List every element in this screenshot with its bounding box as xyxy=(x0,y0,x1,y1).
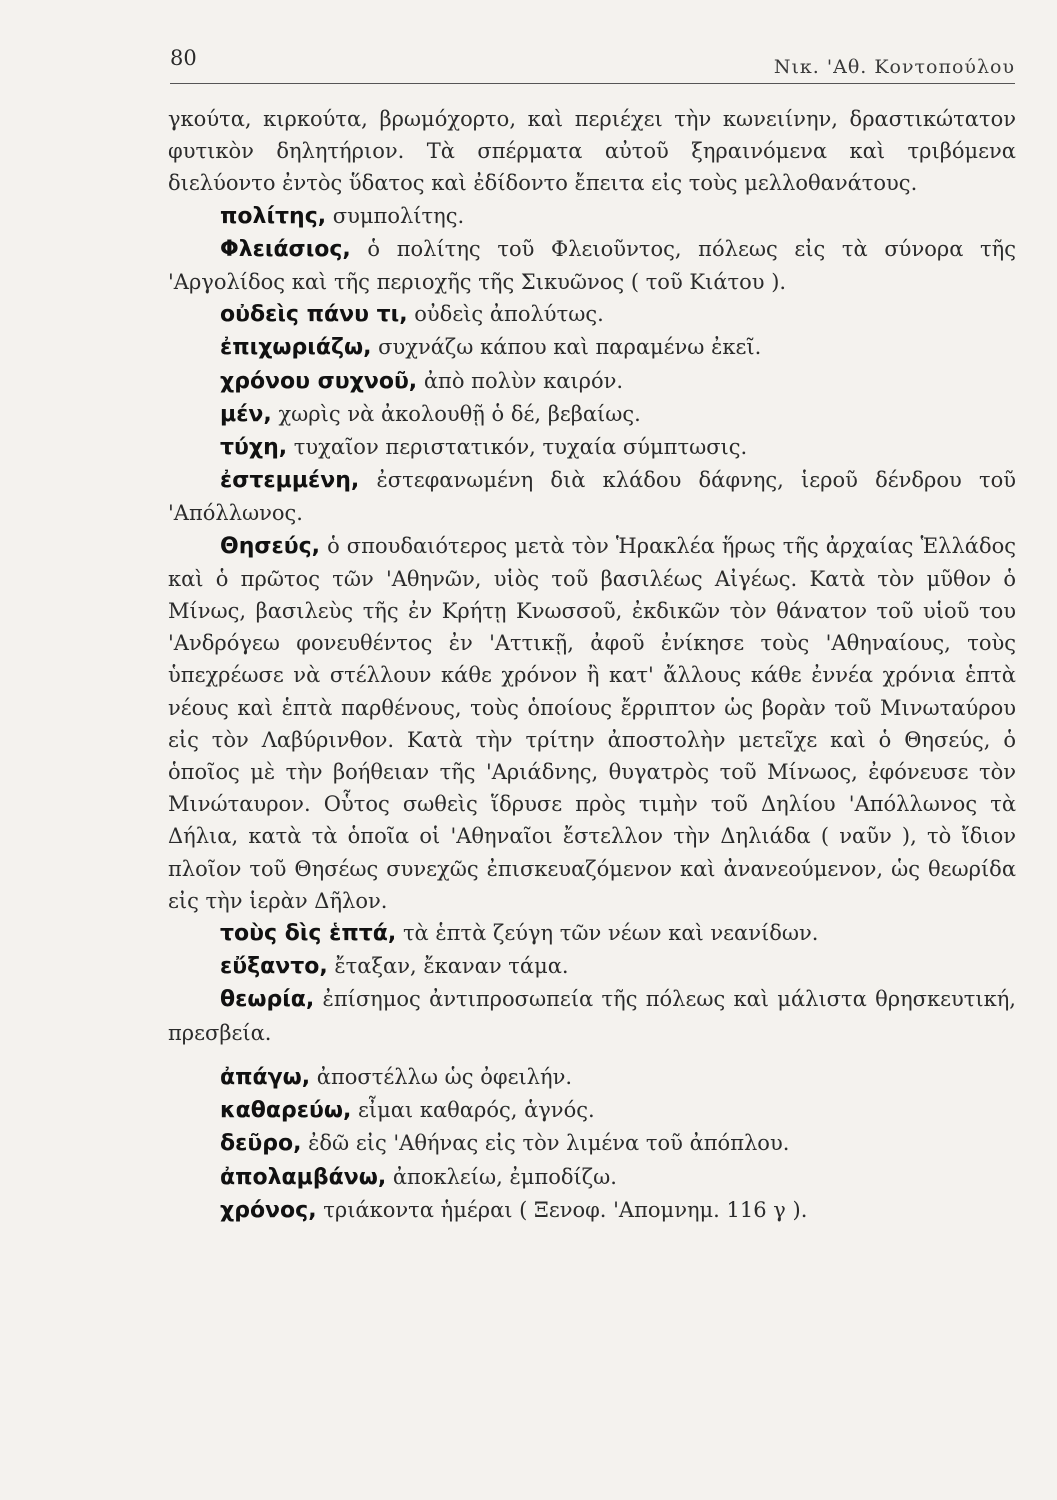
entry-term: θεωρία, xyxy=(220,987,315,1013)
entry-definition: ἐδῶ εἰς 'Αθήνας εἰς τὸν λιμένα τοῦ ἀπόπλου. xyxy=(301,1131,790,1156)
glossary-entry xyxy=(168,1094,1016,1127)
entry-definition: ἀποκλείω, ἐμποδίζω. xyxy=(386,1164,617,1189)
entry-definition: εἶμαι καθαρός, ἁγνός. xyxy=(351,1098,595,1123)
entry-term: μέν, xyxy=(220,401,272,427)
entry-definition: ἔταξαν, ἔκαναν τάμα. xyxy=(327,954,569,979)
continuation-paragraph: γκούτα, κιρκούτα, βρωμόχορτο, καὶ περιέχει τὴν κωνειίνην, δραστικώτατον φυτικὸν δηλητήριον. Τὰ σπέρματα αὐτοῦ ξηραινόμενα καὶ τριβόμενα διελύοντο ἐντὸς ὕδατος καὶ ἐδίδοντο ἔπειτα εἰς τοὺς μελλοθανάτους. xyxy=(168,107,1016,196)
header-rule xyxy=(170,83,1015,84)
glossary-entry xyxy=(168,298,1016,331)
glossary-entry xyxy=(168,983,1016,1048)
entry-definition: συχνάζω κάπου καὶ παραμένω ἐκεῖ. xyxy=(371,335,762,360)
entry-definition: ἀποστέλλω ὡς ὀφειλήν. xyxy=(310,1064,573,1089)
entry-definition: ἐστεφανωμένη διὰ κλάδου δάφνης, ἱεροῦ δένδρου τοῦ 'Απόλλωνος. xyxy=(168,468,1016,526)
entry-definition: τυχαῖον περιστατικόν, τυχαία σύμπτωσις. xyxy=(287,435,748,460)
running-head: Νικ. 'Αθ. Κοντοπούλου xyxy=(773,56,1015,78)
page-number: 80 xyxy=(170,46,197,70)
glossary-entry xyxy=(168,917,1016,950)
entry-term: χρόνου συχνοῦ, xyxy=(220,368,418,394)
glossary-entry xyxy=(168,233,1016,298)
glossary-entry xyxy=(168,950,1016,983)
glossary-text xyxy=(168,103,1016,1227)
glossary-entries-group-2 xyxy=(168,1061,1016,1227)
glossary-entry xyxy=(168,365,1016,398)
glossary-entry xyxy=(168,200,1016,233)
entry-definition: ὁ πολίτης τοῦ Φλειοῦντος, πόλεως εἰς τὰ σύνορα τῆς 'Αργολίδος καὶ τῆς περιοχῆς τῆς Σικυῶνος ( τοῦ Κιάτου ). xyxy=(168,236,1016,295)
entry-term: ἀπολαμβάνω, xyxy=(220,1164,387,1190)
section-gap xyxy=(168,1049,1016,1061)
glossary-entries-group-1 xyxy=(168,200,1016,1049)
entry-term: εὔξαντο, xyxy=(220,954,328,980)
page-header xyxy=(170,46,1015,82)
entry-definition: χωρὶς νὰ ἀκολουθῇ ὁ δέ, βεβαίως. xyxy=(271,401,641,426)
glossary-entry xyxy=(168,530,1016,917)
glossary-entry xyxy=(168,1127,1016,1160)
glossary-entry xyxy=(168,331,1016,364)
glossary-entry xyxy=(168,1194,1016,1227)
entry-term: ἐστεμμένη, xyxy=(220,468,360,494)
entry-term: καθαρεύω, xyxy=(220,1098,352,1124)
entry-term: χρόνος, xyxy=(220,1197,317,1223)
entry-definition: τριάκοντα ἡμέραι ( Ξενοφ. 'Απομνημ. 116 γ ). xyxy=(316,1197,808,1222)
entry-term: πολίτης, xyxy=(220,203,327,229)
entry-definition: ὁ σπουδαιότερος μετὰ τὸν Ἡρακλέα ἥρως τῆς ἀρχαίας Ἑλλάδος καὶ ὁ πρῶτος τῶν 'Αθηνῶν, υἱὸς τοῦ βασιλέως Αἰγέως. Κατὰ τὸν μῦθον ὁ Μίνως, βασιλεὺς τῆς ἐν Κρήτῃ Κνωσσοῦ, ἐκδικῶν τὸν θάνατον τοῦ υἱοῦ του 'Ανδρόγεω φονευθέντος ἐν 'Αττικῇ, ἀφοῦ ἐνίκησε τοὺς 'Αθηναίους, τοὺς ὑπεχρέωσε νὰ στέλλουν κάθε χρόνον ἢ κατ' ἄλλους κάθε ἐννέα χρόνια ἑπτὰ νέους καὶ ἑπτὰ παρθένους, τοὺς ὁποίους ἔρριπτον ὡς βορὰν τοῦ Μινωταύρου εἰς τὸν Λαβύρινθον. Κατὰ τὴν τρίτην ἀποστολὴν μετεῖχε καὶ ὁ Θησεύς, ὁ ὁποῖος μὲ τὴν βοήθειαν τῆς 'Αριάδνης, θυγατρὸς τοῦ Μίνωος, ἐφόνευσε τὸν Μινώταυρον. Οὗτος σωθεὶς ἵδρυσε πρὸς τιμὴν τοῦ Δηλίου 'Απόλλωνος τὰ Δήλια, κατὰ τὰ ὁποῖα οἱ 'Αθηναῖοι ἔστελλον τὴν Δηλιάδα ( ναῦν ), τὸ ἴδιον πλοῖον τοῦ Θησέως συνεχῶς ἐπισκευαζόμενον καὶ ἀνανεούμενον, ὡς θεωρίδα εἰς τὴν ἱερὰν Δῆλον. xyxy=(168,533,1016,913)
entry-term: τοὺς δὶς ἑπτά, xyxy=(220,921,397,947)
entry-term: Φλειάσιος, xyxy=(220,236,351,262)
glossary-entry xyxy=(168,1061,1016,1094)
entry-definition: συμπολίτης. xyxy=(326,203,465,228)
entry-term: ἐπιχωριάζω, xyxy=(220,335,372,361)
entry-definition: τὰ ἑπτὰ ζεύγη τῶν νέων καὶ νεανίδων. xyxy=(396,921,819,946)
entry-term: οὐδεὶς πάνυ τι, xyxy=(220,302,408,328)
entry-term: δεῦρο, xyxy=(220,1131,302,1157)
entry-term: ἀπάγω, xyxy=(220,1064,311,1090)
entry-definition: οὐδεὶς ἀπολύτως. xyxy=(407,302,604,327)
entry-definition: ἐπίσημος ἀντιπροσωπεία τῆς πόλεως καὶ μάλιστα θρησκευτική, πρεσβεία. xyxy=(168,987,1016,1045)
glossary-entry xyxy=(168,431,1016,464)
entry-term: τύχη, xyxy=(220,435,288,461)
glossary-entry xyxy=(168,464,1016,529)
entry-definition: ἀπὸ πολὺν καιρόν. xyxy=(417,368,624,393)
glossary-entry xyxy=(168,398,1016,431)
entry-term: Θησεύς, xyxy=(220,533,320,559)
glossary-entry xyxy=(168,1161,1016,1194)
